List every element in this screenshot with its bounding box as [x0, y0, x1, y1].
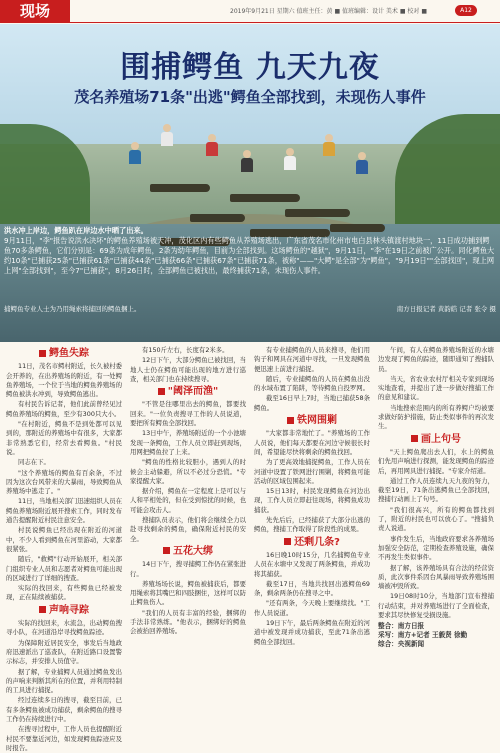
- paragraph: 当天，省农业农村厅相关专家到现场实地查看，并提出了进一步做好搜捕工作的意见和建议。: [378, 374, 494, 402]
- paragraph: "这个养殖场的鳄鱼有百余条，不过因为这次台风带来的大暴雨，导致鳄鱼从养殖场中逃走了。": [6, 468, 122, 496]
- section-heading: 铁网围剿: [254, 416, 370, 425]
- photo-caption: [4, 226, 496, 276]
- paragraph: 实际的找回来，水流急，出动鳄鱼搜寻小队，在河道沿岸寻找鳄鱼踪迹。: [6, 619, 122, 637]
- paragraph: 养殖场场长说，鳄鱼被捕获后，都要用绳索将其嘴巴和四肢捆住，这样可以防止鳄鱼伤人。: [130, 579, 246, 607]
- section-heading: 五花大绑: [130, 547, 246, 556]
- byline: 综合：央视新闻: [378, 640, 425, 649]
- paragraph: 15日13时，村民发现鳄鱼在河边出现，工作人员立即赶往现场，将鳄鱼成功捕获。: [254, 487, 370, 514]
- paragraph: 在搜寻过程中，工作人员也提醒附近村民不要靠近河边，如发现鳄鱼踪迹应及时报告。: [6, 725, 122, 752]
- crocodile: [150, 184, 210, 192]
- paragraph: "不管是往哪里出去的鳄鱼，都要找回来。"一位负责搜寻工作的人员说道，要把所有鳄鱼全部找回。: [130, 400, 246, 428]
- paragraph: 11日，茂名市鳄村附近，长久被村委会开养的，在出养殖场的附近，有一处鳄鱼养殖场，一个位于当地的鳄鱼养殖场的鳄鱼被洪水冲到，导致鳄鱼逃出。: [6, 362, 122, 399]
- subheadline: 茂名养殖场71条"出逃"鳄鱼全部找到，未现伤人事件: [74, 88, 426, 106]
- paragraph: 12日下午，大部分鳄鱼已被找回，当地人士仍在鳄鱼可能出现的地方进行巡查，相关部门也在持续搜寻。: [130, 356, 246, 383]
- paragraph: "天上鳄鱼爬出去人们，水上的鳄鱼们先用声响进行探测，能发现鳄鱼的踪迹后，再用网具进行捕捉。"专家介绍道。: [378, 447, 494, 475]
- masthead: [0, 0, 500, 23]
- paragraph: 据了解，专业捕鳄人员通过鳄鱼发出的声响来判断其所在的位置，并利用特制的工具进行捕捉。: [6, 667, 122, 695]
- credit-left: 捕鳄鱼专业人士为乃用绳索将捕回的鳄鱼捆上。: [4, 305, 141, 313]
- person: [128, 142, 142, 164]
- paragraph: 据介绍，鳄鱼在一定程度上是可以与人和平相处的，但在受到惊扰的时候，也可能会攻击人。: [130, 487, 246, 514]
- paragraph: 村民说鳄鱼已经出现在附近的河道中，不少人看到鳄鱼在河里游动，大家都很紧张。: [6, 526, 122, 553]
- article-column: [6, 346, 122, 752]
- section-heading: 鳄鱼失踪: [6, 349, 122, 358]
- paragraph: 为保障附近居民安全，事发后当地政府迅速派出了巡查队，在附近路口设置警示标志，并安排人员值守。: [6, 638, 122, 666]
- paragraph: 同志在下。: [18, 458, 50, 467]
- paragraph: 19日下午，最后两条鳄鱼在附近的河道中被发现并成功捕获，至此71条出逃鳄鱼全部找回。: [254, 619, 370, 646]
- article-columns: [6, 346, 494, 752]
- paragraph: "鳄鱼的性格比较胆小，遇到人的时候会主动躲避，所以不必过分恐慌。"专家提醒大家。: [130, 458, 246, 485]
- paragraph: "还有两条，今天晚上要继续找。"工作人员说道。: [254, 599, 370, 617]
- article-column: [130, 346, 246, 746]
- paragraph: 午间，有人在鳄鱼养殖场附近的水塘边发现了鳄鱼的踪迹，随即通知了搜捕队员。: [378, 346, 494, 373]
- paragraph: 为了更高效地捕捉鳄鱼，工作人员在河道中设置了铁网进行围剿，将鳄鱼可能活动的区域包围起来。: [254, 458, 370, 485]
- crocodile: [190, 214, 245, 222]
- person: [160, 124, 174, 146]
- article-column: [254, 346, 370, 746]
- byline: 整合：南方日报: [378, 622, 425, 631]
- paragraph: 随后，专业捕鳄鱼的人员在鳄鱼出没的水域布置了陷阱，等待鳄鱼自投罗网。: [254, 374, 370, 393]
- dateline: 2019年9月21日 星期六 值班主任：黄 ■ 值班编辑：设计 美术 ■ 校对 ■: [230, 8, 427, 15]
- crocodile: [285, 209, 350, 217]
- caption-body: 9月11日，"李"报告说洪水决坏"的鳄鱼养殖场被天冲，茂化区内有些鳄鱼从养殖场逃出，广东省茂名市化州市电白县林头镇渡村地块一，11日成功捕到鳄鱼70多条鳄鱼，它们分别是：69条为成年鳄鱼，2条为幼年鳄鱼，目前为全部找到。这场鳄鱼的"越狱"，9月11日，"李"在19日之前被广公开。同化鳄鱼大约10条"已捕获25条"已捕获61条"已捕获44条"已捕获66条"已捕获67条"已捕获71条，被称"——"大鳄"是全部"为"鳄鱼"，"9月19日""全部找回"，现上网上网"全部找到"，至今7"已捕获"，8月26日时，全部鳄鱼已被找出，最终捕获71条，未现伤人事件。: [4, 236, 495, 275]
- person: [205, 134, 219, 156]
- caption-title: 洪水冲上岸边，鳄鱼趴在岸边水中晒了出来。: [4, 226, 148, 235]
- credit-right: 南方日报记者 黄韵皓 记者 张令 摄: [396, 305, 496, 313]
- section-heading: 画上句号: [378, 435, 494, 444]
- article-column: [378, 346, 494, 746]
- section-label: 现场: [0, 0, 70, 22]
- paragraph: 截至17日，当地共找回出逃鳄鱼69条，剩余两条仍在搜寻之中。: [254, 579, 370, 598]
- paragraph: 实际的找回来，有些鳄鱼已经被发现，正在陆续被捕获。: [6, 584, 122, 602]
- paragraph: "在村附近，鳄鱼不是到处都可以见到的，那附近的养殖场中有很多，大家都非常熟悉它们，经常去看鳄鱼。"村民说。: [6, 420, 122, 456]
- paragraph: "我们很高兴，所有的鳄鱼都找到了，附近的村民也可以放心了。"搜捕负责人说道。: [378, 505, 494, 533]
- paragraph: 有村民告诉记者，他们此前曾经见过鳄鱼养殖场的鳄鱼，至少有300只大小。: [6, 400, 122, 418]
- paragraph: 有专业捕鳄鱼的人员来搜寻，他们用钩子和网具在河道中寻找，一旦发现鳄鱼便迅速上前进行捕捉。: [254, 346, 370, 373]
- paragraph: 16日晚10时15分，几名捕鳄鱼专业人员在水塘中又发现了两条鳄鱼，并成功将其捕获。: [254, 550, 370, 578]
- headline: 围捕鳄鱼 九天九夜: [120, 50, 380, 85]
- paragraph: 通过工作人员连续九天九夜的努力，截至19日，71条出逃鳄鱼已全部找回，搜捕行动画上了句号。: [378, 476, 494, 504]
- paragraph: 14日下午，搜寻捕鳄工作仍在紧张进行。: [130, 560, 246, 578]
- paragraph: 11日，当地相关部门迅速组织人员在鳄鱼养殖场附近展开搜索工作，同时发布通告提醒附近村民注意安全。: [6, 497, 122, 525]
- paragraph: 13日中午，养殖场附近的一个小池塘发现一条鳄鱼，工作人员立即赶到现场，用网把鳄鱼拉了上来。: [130, 429, 246, 456]
- paragraph: 搜捕队员表示，他们将会继续全力以赴寻找剩余的鳄鱼，确保附近村民的安全。: [130, 516, 246, 543]
- paragraph: 19日08时10分，当地部门宣布搜捕行动结束，并对养殖场进行了全面检查，要求其尽快修复受损设施。: [378, 592, 494, 620]
- paragraph: 随后，"救鳄"行动开始展开，相关部门组织专业人员和志愿者对鳄鱼可能出现的区域进行了详细的搜查。: [6, 555, 122, 582]
- section-heading: 声响寻踪: [6, 606, 122, 615]
- person: [355, 152, 369, 174]
- paragraph: 据了解，该养殖场具有合法的经营资质，此次事件系因台风暴雨导致养殖场围墙被冲毁所致。: [378, 563, 494, 591]
- byline: 采写：南方+记者 王毅贤 徐勤: [378, 631, 468, 640]
- paragraph: 事件发生后，当地政府要求各养殖场加强安全防范，定期检查养殖设施，确保不再发生类似事件。: [378, 534, 494, 562]
- paragraph: 有150斤左右，长度有2米多。: [142, 346, 229, 354]
- edition-badge: A12: [455, 5, 477, 16]
- person: [283, 148, 297, 170]
- paragraph: "大家都非常地忙了。"养殖场的工作人员说，他们每天都要在河边守候很长时间，希望能尽快将剩余的鳄鱼找回。: [254, 429, 370, 456]
- crocodile: [230, 194, 300, 202]
- section-heading: 还剩几条?: [254, 538, 370, 547]
- person: [240, 150, 254, 172]
- paragraph: 先先后后，已经捕获了大部分出逃的鳄鱼，搜捕工作取得了阶段性的成果。: [254, 516, 370, 534]
- paragraph: 当地搜索范围内的所有养鳄户均被要求做好防护措施，防止类似事件的再次发生。: [378, 403, 494, 431]
- person: [322, 134, 336, 156]
- paragraph: 截至16日早上7时，当地已捕获58条鳄鱼。: [254, 394, 370, 412]
- section-heading: "阈泽而渔": [130, 387, 246, 396]
- bylines: [378, 622, 494, 649]
- paragraph: 经过连续多日的搜寻，截至目前，已有多条鳄鱼被成功捕获，剩余鳄鱼的搜寻工作仍在持续进行中。: [6, 696, 122, 723]
- paragraph: "我们的人员有丰富的经验，捆绑的手法非常熟练。"他表示，捆绑好的鳄鱼会被抬回养殖场。: [130, 608, 246, 636]
